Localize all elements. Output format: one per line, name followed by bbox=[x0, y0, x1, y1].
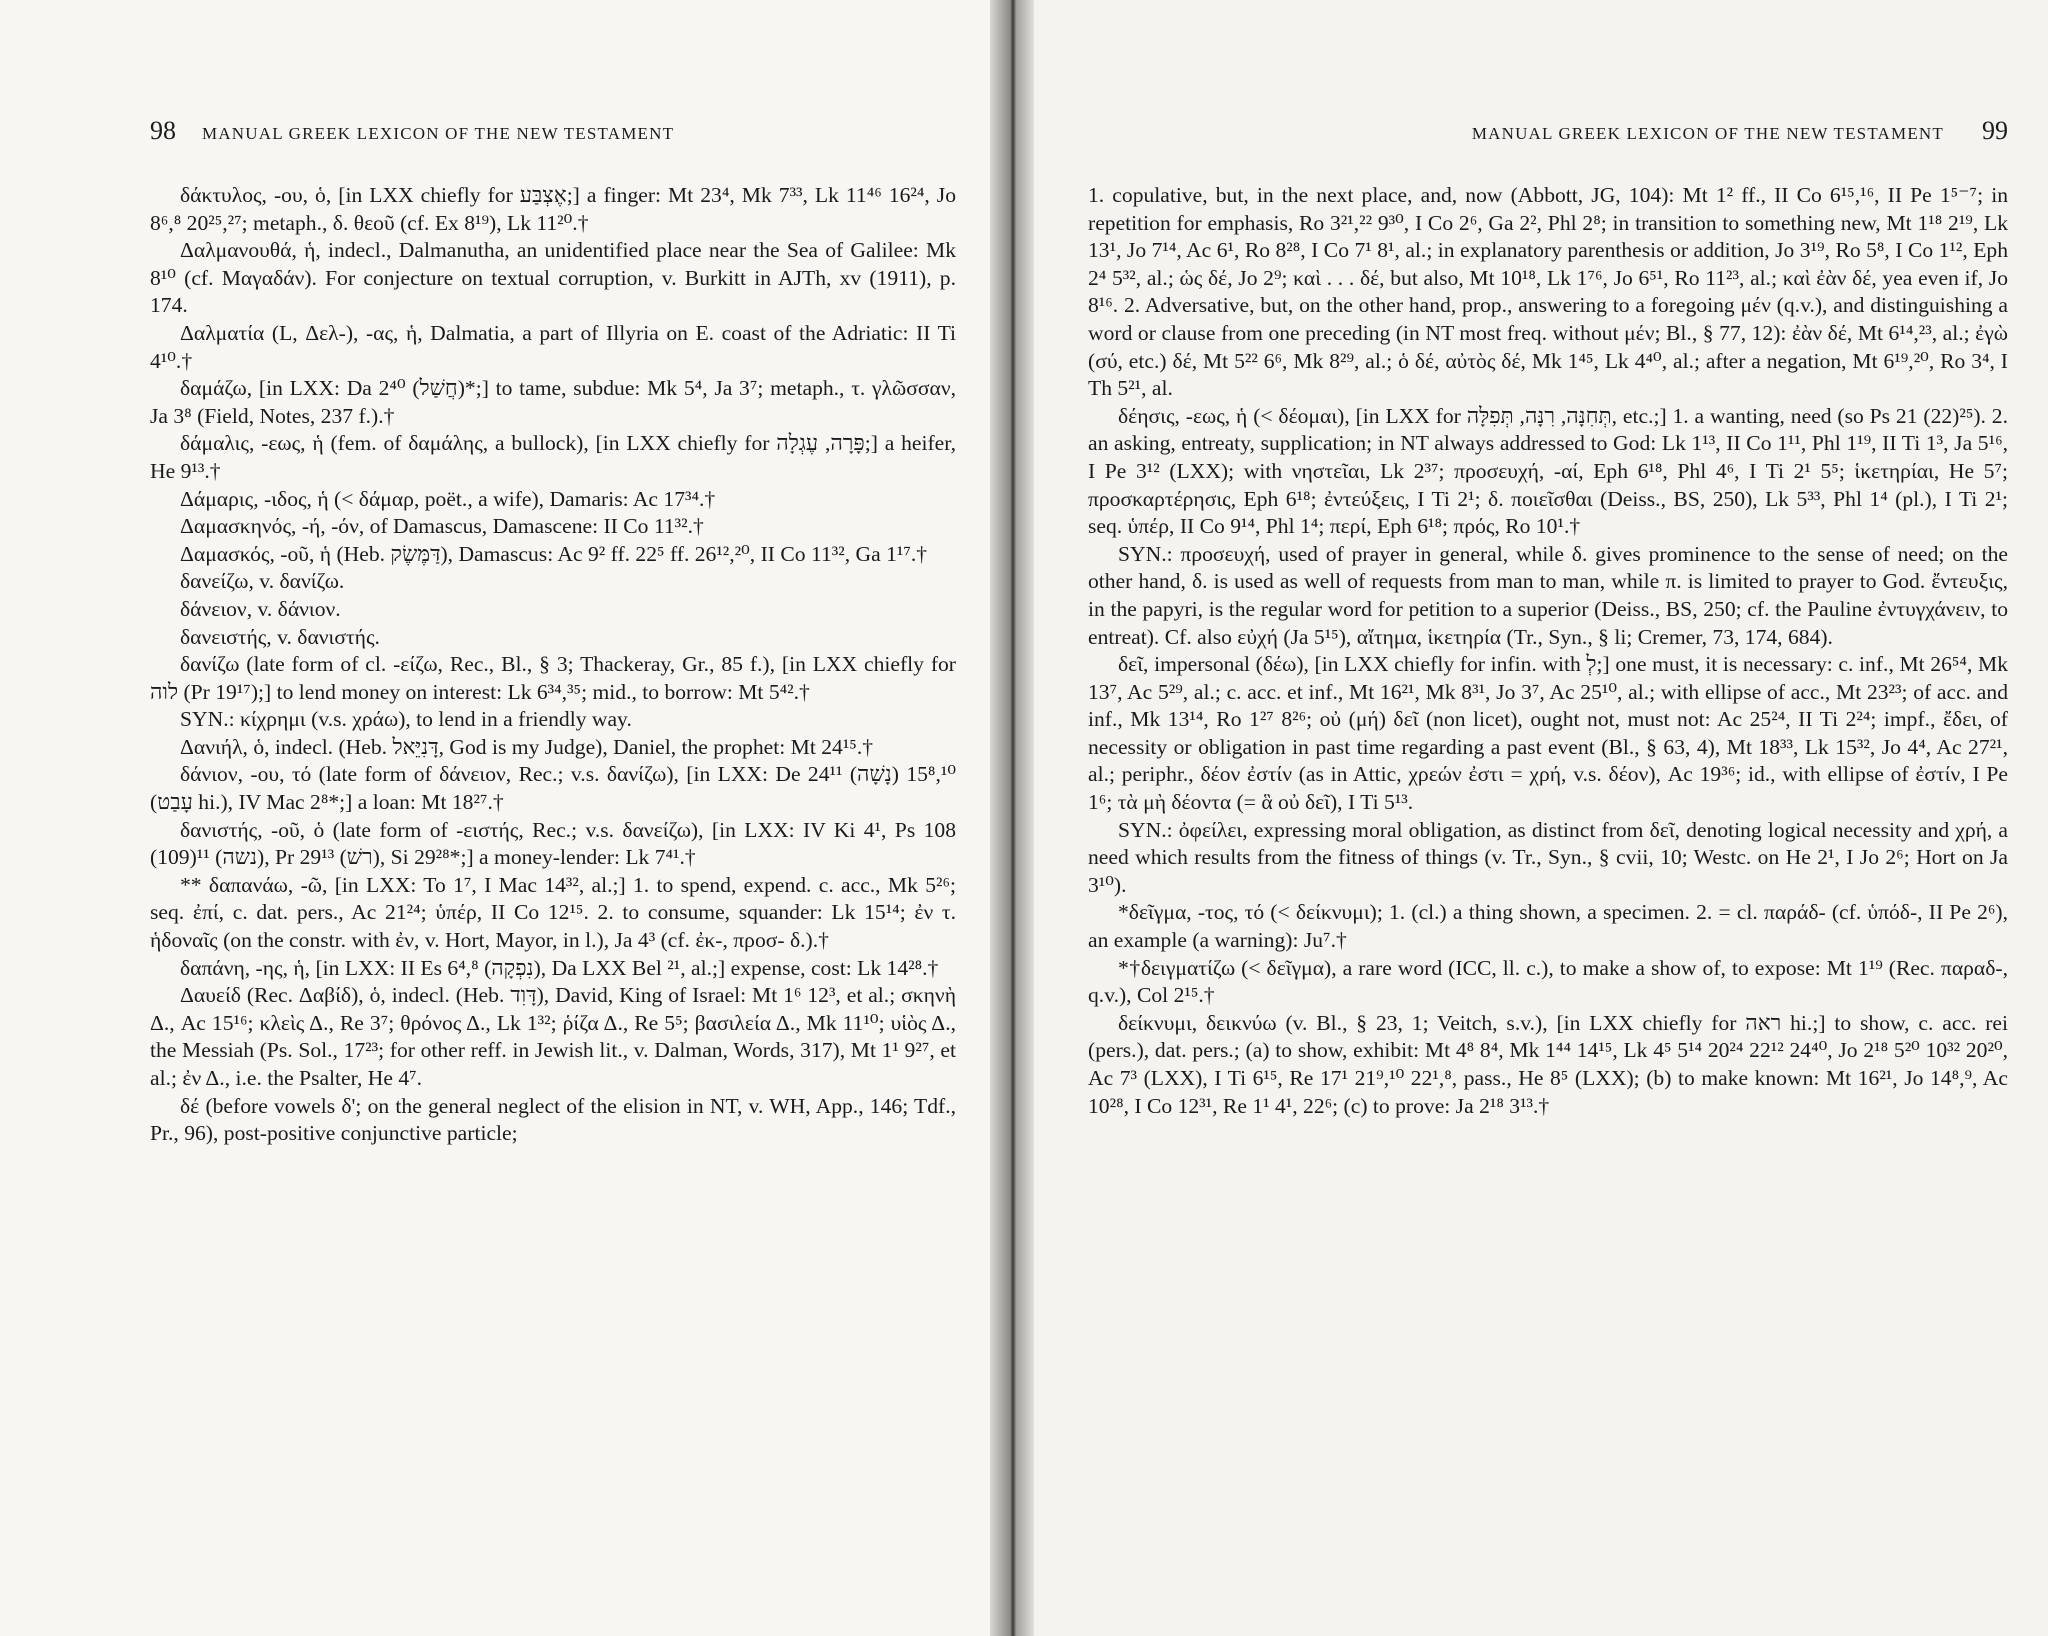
entry-de-continued: 1. copulative, but, in the next place, and, now (Abbott, JG, 104): Mt 1² ff., II Co 6¹⁵,¹⁶, II Pe 1⁵⁻⁷; in repetition for emphasis, Ro 3²¹,²² 9³⁰, I Co 2⁶, Ga 2², Phl 2⁸; in transition to something new, Mt 1¹⁸ 2¹⁹, Lk 13¹, Jo 7¹⁴, Ac 6¹, Ro 8²⁸, I Co 7¹ 8¹, al.; in explanatory parenthesis or addition, Jo 3¹⁹, Ro 5⁸, I Co 1¹², Eph 2⁴ 5³², al.; ὡς δέ, Jo 2⁹; καὶ . . . δέ, but also, Mt 10¹⁸, Lk 1⁷⁶, Jo 6⁵¹, Ro 11²³, al.; καὶ ἐὰν δέ, yea even if, Jo 8¹⁶. 2. Adversative, but, on the other hand, prop., answering to a foregoing μέν (q.v.), and distinguishing a word or clause from one preceding (in NT most freq. without μέν; Bl., § 77, 12): ἐὰν δέ, Mt 6¹⁴,²³, al.; ἐγὼ (σύ, etc.) δέ, Mt 5²² 6⁶, Mk 8²⁹, al.; ὁ δέ, αὐτὸς δέ, Mk 1⁴⁵, Lk 4⁴⁰, al.; after a negation, Mt 6¹⁹,²⁰, Ro 3⁴, I Th 5²¹, al. bbox=[1088, 183, 2008, 401]
entry-daueid: Δαυείδ (Rec. Δαβίδ), ὁ, indecl. (Heb. דָּוִד), David, King of Israel: Mt 1⁶ 12³, et al.; σκηνὴ Δ., Ac 15¹⁶; κλεὶς Δ., Re 3⁷; θρόνος Δ., Lk 1³²; ῥίζα Δ., Re 5⁵; βασιλεία Δ., Mk 11¹⁰; υἱὸς Δ., the Messiah (Ps. Sol., 17²³; for other reff. in Jewish lit., v. Dalman, Words, 317), Mt 1¹ 9²⁷, et al.; ἐν Δ., i.e. the Psalter, He 4⁷. bbox=[150, 983, 956, 1090]
entry-dapanao: ** δαπανάω, -ῶ, [in LXX: To 1⁷, I Mac 14³², al.;] 1. to spend, expend. c. acc., Mk 5²⁶; seq. ἐπί, c. dat. pers., Ac 21²⁴; ὑπέρ, II Co 12¹⁵. 2. to consume, squander: Lk 15¹⁴; ἐν τ. ἡδοναῖς (on the constr. with ἐν, v. Hort, Mayor, in l.), Ja 4³ (cf. ἐκ-, προσ- δ.).† bbox=[150, 872, 956, 953]
entry-deesis: δέησις, -εως, ἡ (< δέομαι), [in LXX for תְּחִנָּה, רִנָּה, תְּפִלָּה, etc.;] 1. a wanting, need (so Ps 21 (22)²⁵). 2. an asking, entreaty, supplication; in NT always addressed to God: Lk 1¹³, II Co 1¹¹, Phl 1¹⁹, II Ti 1³, Ja 5¹⁶, I Pe 3¹² (LXX); with νηστεῖαι, Lk 2³⁷; προσευχή, -αί, Eph 6¹⁸, Phl 4⁶, I Ti 2¹ 5⁵; ἱκετηρίαι, He 5⁷; προσκαρτέρησις, Eph 6¹⁸; ἐντεύξεις, I Ti 2¹; δ. ποιεῖσθαι (Deiss., BS, 250), Lk 5³³, Phl 1⁴ (pl.), I Ti 2¹; seq. ὑπέρ, II Co 9¹⁴, Phl 1⁴; περί, Eph 6¹⁸; πρός, Ro 10¹.† bbox=[1088, 403, 2008, 539]
entry-damazo: δαμάζω, [in LXX: Da 2⁴⁰ (חֲשַׁל)*;] to tame, subdue: Mk 5⁴, Ja 3⁷; metaph., τ. γλῶσσαν, Ja 3⁸ (Field, Notes, 237 f.).† bbox=[150, 376, 956, 428]
left-page bbox=[0, 0, 1012, 1636]
entry-daneizo-ref: δανείζω, v. δανίζω. bbox=[180, 569, 345, 594]
entry-deesis-syn: SYN.: προσευχή, used of prayer in general, while δ. gives prominence to the sense of need; on the other hand, δ. is used as well of requests from man to man, while π. is limited to prayer to God. ἔντευξις, in the papyri, is the regular word for petition to a superior (Deiss., BS, 250; cf. the Pauline ἐντυγχάνειν, to entreat). Cf. also εὐχή (Ja 5¹⁵), αἴτημα, ἱκετηρία (Tr., Syn., § li; Cremer, 73, 174, 684). bbox=[1088, 541, 2008, 649]
left-running-title: MANUAL GREEK LEXICON OF THE NEW TESTAMENT bbox=[202, 124, 675, 143]
book-gutter bbox=[990, 0, 1034, 1636]
entry-dei: δεῖ, impersonal (δέω), [in LXX chiefly for infin. with לְ;] one must, it is necessary: c. inf., Mt 26⁵⁴, Mk 13⁷, Ac 5²⁹, al.; c. acc. et inf., Mt 16²¹, Mk 8³¹, Jo 3⁷, Ac 25¹⁰, al.; with ellipse of acc., Mt 23²³; of acc. and inf., Mk 13¹⁴, Ro 1²⁷ 8²⁶; οὐ (μή) δεῖ (non licet), ought not, must not: Ac 25²⁴, II Ti 2²⁴; impf., ἔδει, of necessity or obligation in past time regarding a past event (Bl., § 63, 4), Mt 18³³, Lk 15³², Jo 4⁴, Ac 27²¹, al.; periphr., δέον ἐστίν (as in Attic, χρεών ἐστι = χρή, v.s. δέον), Ac 19³⁶; id., with ellipse of ἐστίν, I Pe 1⁶; τὰ μὴ δέοντα (= ἃ οὐ δεῖ), I Ti 5¹³. bbox=[1088, 652, 2008, 815]
entry-dapane: δαπάνη, -ης, ἡ, [in LXX: II Es 6⁴,⁸ (נִפְקָה), Da LXX Bel ²¹, al.;] expense, cost: Lk 14²⁸.† bbox=[180, 955, 939, 980]
entry-deigmatizo: *†δειγματίζω (< δεῖγμα), a rare word (ICC, ll. c.), to make a show of, to expose: Mt 1¹⁹ (Rec. παραδ-, q.v.), Col 2¹⁵.† bbox=[1088, 955, 2008, 1008]
right-column bbox=[1088, 182, 2008, 1120]
entry-danizo-syn: SYN.: κίχρημι (v.s. χράω), to lend in a friendly way. bbox=[180, 707, 632, 732]
entry-deigma: *δεῖγμα, -τος, τό (< δείκνυμι); 1. (cl.) a thing shown, a specimen. 2. = cl. παράδ- (cf. ὑπόδ-, II Pe 2⁶), an example (a warning): Ju⁷.† bbox=[1088, 900, 2008, 953]
entry-dalmatia: Δαλματία (L, Δελ-), -ας, ἡ, Dalmatia, a part of Illyria on E. coast of the Adriatic: II Ti 4¹⁰.† bbox=[150, 320, 956, 373]
left-running-head bbox=[150, 116, 956, 154]
entry-danizo: δανίζω (late form of cl. -είζω, Rec., Bl., § 3; Thackeray, Gr., 85 f.), [in LXX chiefly for לוה (Pr 19¹⁷);] to lend money on interest: Lk 6³⁴,³⁵; mid., to borrow: Mt 5⁴².† bbox=[150, 652, 956, 704]
entry-danistes: δανιστής, -οῦ, ὁ (late form of -ειστής, Rec.; v.s. δανείζω), [in LXX: IV Ki 4¹, Ps 108 (109)¹¹ (נשה), Pr 29¹³ (רשׁ), Si 29²⁸*;] a money-lender: Lk 7⁴¹.† bbox=[150, 817, 956, 870]
right-running-title: MANUAL GREEK LEXICON OF THE NEW TESTAMENT bbox=[1471, 124, 1944, 143]
entry-deiknymi: δείκνυμι, δεικνύω (v. Bl., § 23, 1; Veitch, s.v.), [in LXX chiefly for ראה hi.;] to show, c. acc. rei (pers.), dat. pers.; (a) to show, exhibit: Mt 4⁸ 8⁴, Mk 1⁴⁴ 14¹⁵, Lk 4⁵ 5¹⁴ 20²⁴ 22¹² 24⁴⁰, Jo 2¹⁸ 5²⁰ 10³² 20²⁰, Ac 7³ (LXX), I Ti 6¹⁵, Re 17¹ 21⁹,¹⁰ 22¹,⁸, pass., He 8⁵ (LXX); (b) to make known: Mt 16²¹, Jo 14⁸,⁹, Ac 10²⁸, I Co 12³¹, Re 1¹ 4¹, 22⁶; (c) to prove: Ja 2¹⁸ 3¹³.† bbox=[1088, 1010, 2008, 1118]
right-page bbox=[1012, 0, 2048, 1636]
entry-damalis: δάμαλις, -εως, ἡ (fem. of δαμάλης, a bullock), [in LXX chiefly for פָּרָה, עֶגְלָה;] a heifer, He 9¹³.† bbox=[150, 431, 956, 483]
entry-damaskenos: Δαμασκηνός, -ή, -όν, of Damascus, Damascene: II Co 11³².† bbox=[180, 514, 704, 539]
entry-daneistes-ref: δανειστής, v. δανιστής. bbox=[180, 624, 380, 649]
entry-damaskos: Δαμασκός, -οῦ, ἡ (Heb. דַּמֶּשֶׂק), Damascus: Ac 9² ff. 22⁵ ff. 26¹²,²⁰, II Co 11³², Ga 1¹⁷.† bbox=[180, 541, 928, 566]
entry-daneion-ref: δάνειον, v. δάνιον. bbox=[180, 596, 341, 621]
left-page-number: 98 bbox=[150, 116, 176, 145]
left-column bbox=[150, 182, 956, 1148]
right-running-head bbox=[1088, 116, 2008, 154]
entry-de: δέ (before vowels δ'; on the general neglect of the elision in NT, v. WH, App., 146; Tdf., Pr., 96), post-positive conjunctive particle; bbox=[150, 1093, 956, 1146]
entry-dalmanoutha: Δαλμανουθά, ἡ, indecl., Dalmanutha, an unidentified place near the Sea of Galilee: Mk 8¹⁰ (cf. Μαγαδάν). For conjecture on textual corruption, v. Burkitt in AJTh, xv (1911), p. 174. bbox=[150, 238, 956, 318]
entry-damaris: Δάμαρις, -ιδος, ἡ (< δάμαρ, poët., a wife), Damaris: Ac 17³⁴.† bbox=[180, 486, 716, 511]
entry-danion: δάνιον, -ου, τό (late form of δάνειον, Rec.; v.s. δανίζω), [in LXX: De 24¹¹ (נָשָׁה) 15⁸,¹⁰ (עָבַט hi.), IV Mac 2⁸*;] a loan: Mt 18²⁷.† bbox=[150, 762, 956, 815]
entry-dei-syn: SYN.: ὀφείλει, expressing moral obligation, as distinct from δεῖ, denoting logical necessity and χρή, a need which results from the fitness of things (v. Tr., Syn., § cvii, 10; Westc. on He 2¹, I Jo 2⁶; Hort on Ja 3¹⁰). bbox=[1088, 817, 2008, 897]
right-page-number: 99 bbox=[1982, 116, 2008, 145]
entry-daniel: Δανιήλ, ὁ, indecl. (Heb. דָּנִיֵּאל, God is my Judge), Daniel, the prophet: Mt 24¹⁵.† bbox=[180, 734, 874, 759]
entry-daktylos: δάκτυλος, -ου, ὁ, [in LXX chiefly for אֶצְבַּע;] a finger: Mt 23⁴, Mk 7³³, Lk 11⁴⁶ 16²⁴, Jo 8⁶,⁸ 20²⁵,²⁷; metaph., δ. θεοῦ (cf. Ex 8¹⁹), Lk 11²⁰.† bbox=[150, 183, 956, 235]
